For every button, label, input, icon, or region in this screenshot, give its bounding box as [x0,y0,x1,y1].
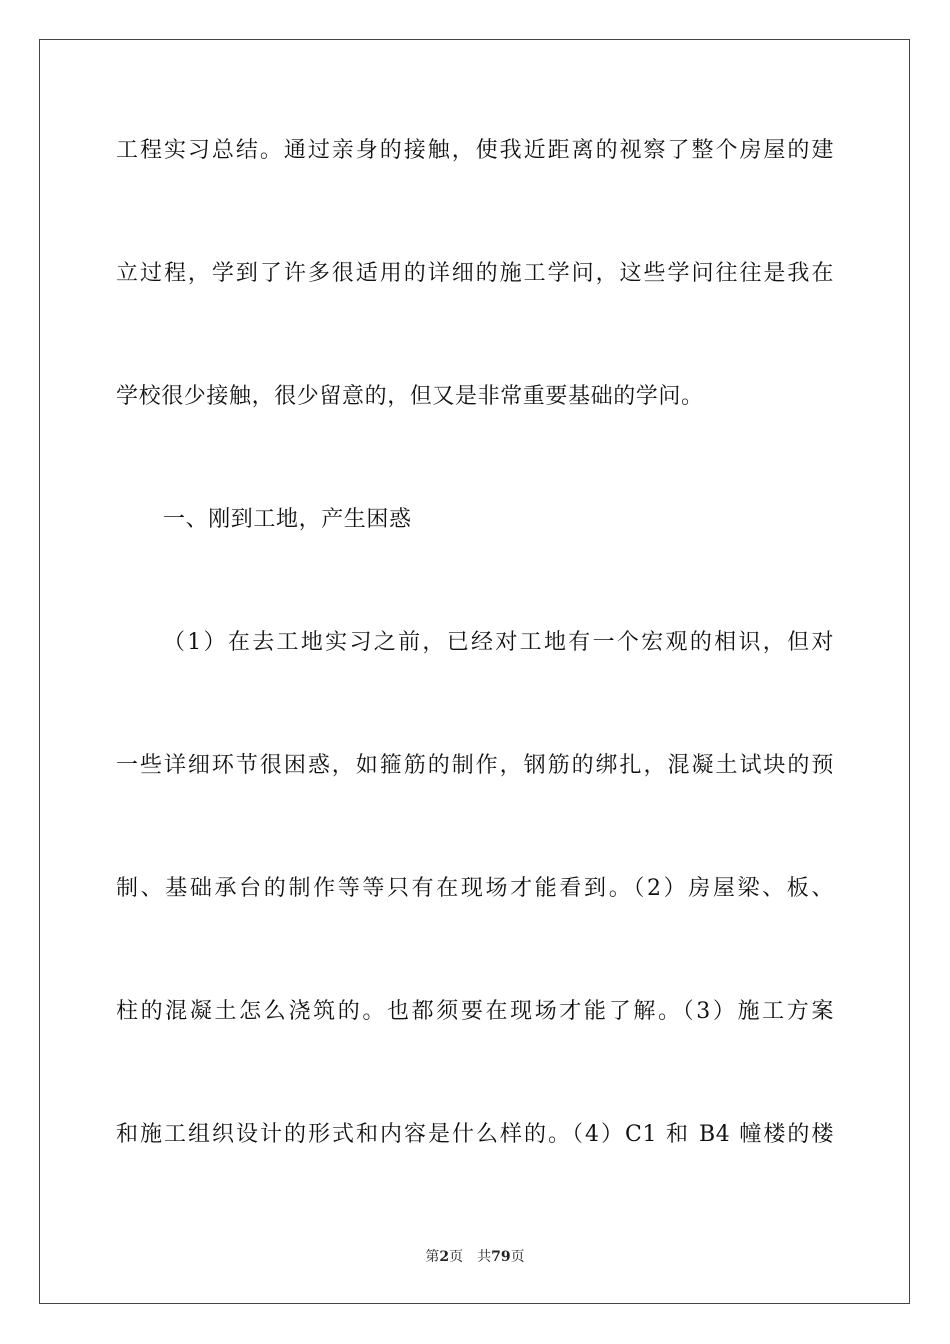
body-text-line-3: 学校很少接触，很少留意的，但又是非常重要基础的学问。 [116,384,704,409]
page-number: 2 [439,1249,450,1265]
section-heading: 一、刚到工地，产生困惑 [163,507,412,532]
body-text-line-9: 和施工组织设计的形式和内容是什么样的。（4）C1 和 B4 幢楼的楼 [116,1122,834,1147]
body-text-line-5: （1）在去工地实习之前，已经对工地有一个宏观的相识，但对 [163,630,834,655]
body-text-line-8: 柱的混凝土怎么浇筑的。也都须要在现场才能了解。（3）施工方案 [116,999,834,1024]
body-text-line-2: 立过程，学到了许多很适用的详细的施工学问，这些学问往往是我在 [116,261,834,286]
total-suffix: 页 [510,1249,525,1265]
total-prefix: 共 [477,1249,492,1265]
page-border [39,39,910,1304]
total-pages: 79 [491,1249,511,1265]
body-text-line-6: 一些详细环节很困惑，如箍筋的制作，钢筋的绑扎，混凝土试块的预 [116,753,834,778]
page-suffix: 页 [449,1249,464,1265]
body-text-line-7: 制、基础承台的制作等等只有在现场才能看到。（2）房屋梁、板、 [116,876,834,901]
body-text-line-1: 工程实习总结。通过亲身的接触，使我近距离的视察了整个房屋的建 [116,138,834,163]
page-prefix: 第 [425,1249,440,1265]
page-footer [0,1248,950,1266]
